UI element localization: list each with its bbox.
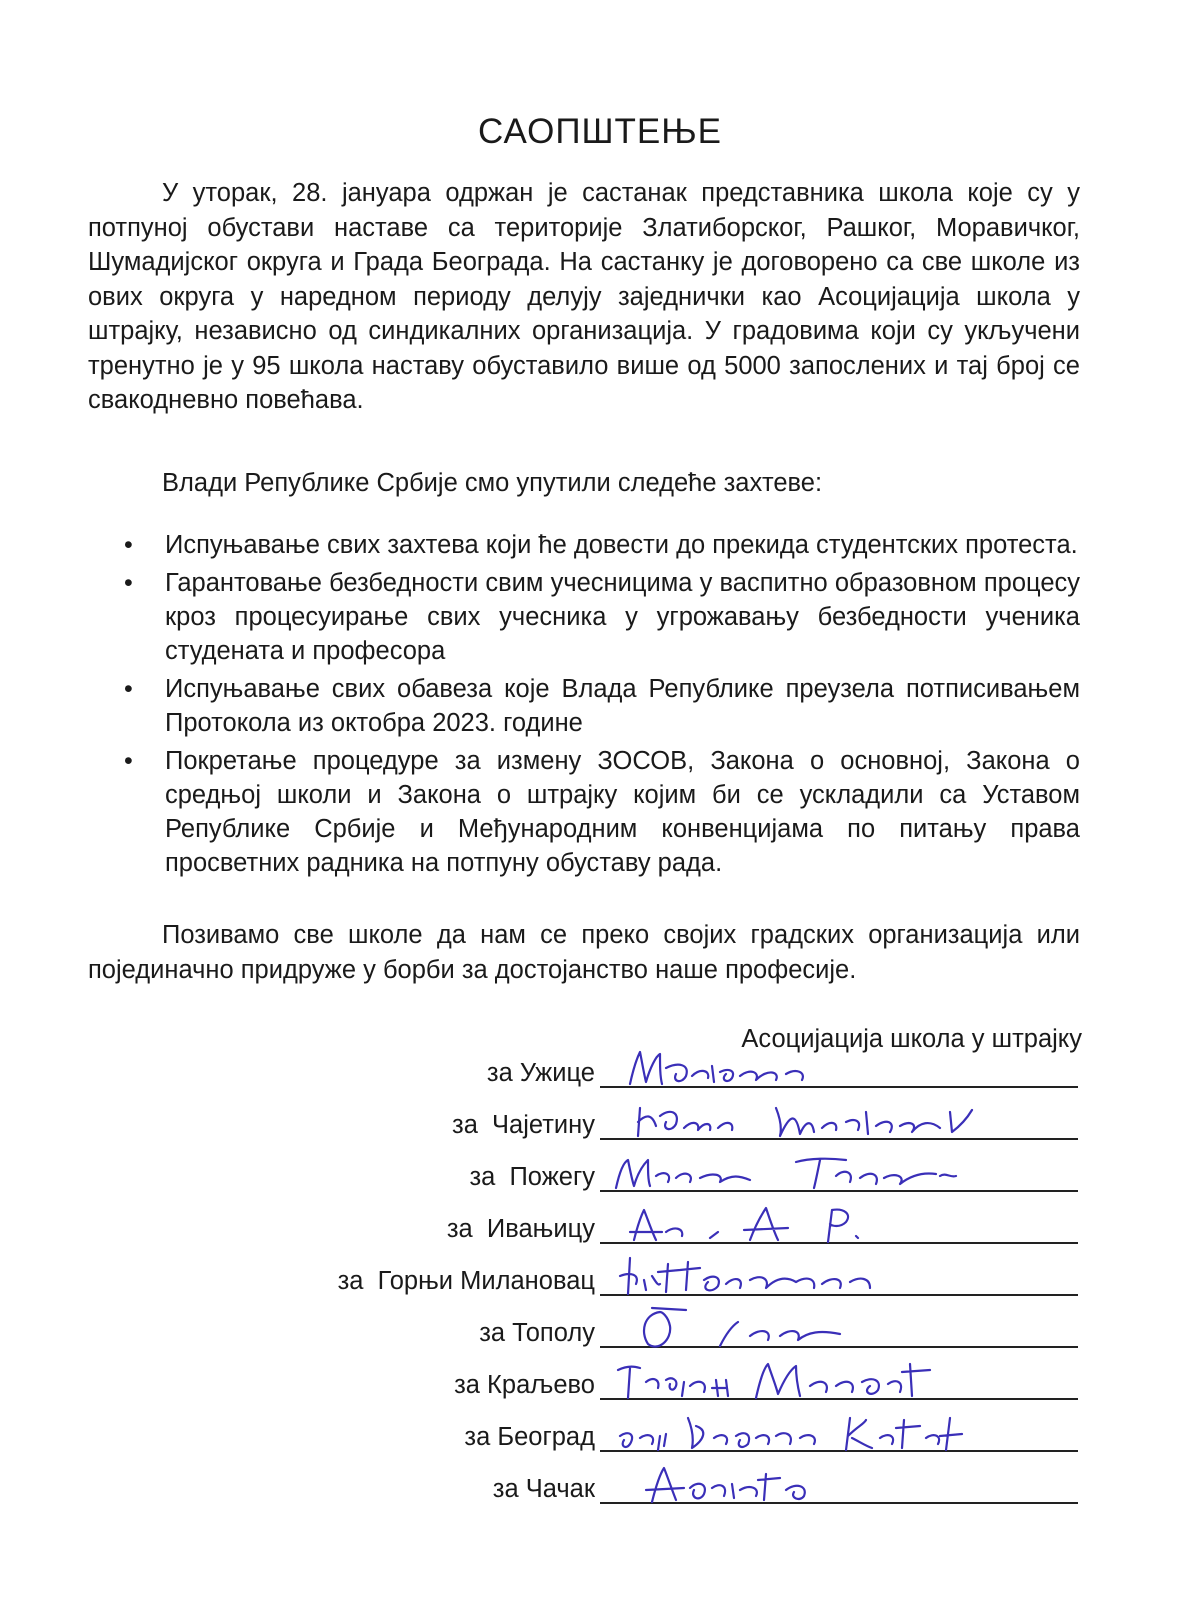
demand-item: • Гарантовање безбедности свим учесницима у васпитно образовном процесу кроз процесуирање свих учесника у угрожавању безбедности ученика студената и професора: [88, 566, 1080, 668]
signature-row-pozega: [0, 1150, 1200, 1196]
handwritten-signature: [600, 1046, 1020, 1092]
signature-label: за Београд: [464, 1423, 595, 1451]
signature-label: за Чачак: [492, 1475, 595, 1503]
signature-row-ivanjica: [0, 1202, 1200, 1248]
signature-label: за Ивањицу: [446, 1215, 595, 1243]
signature-row-beograd: [0, 1410, 1200, 1456]
signature-row-cacak: [0, 1462, 1200, 1508]
demands-list: [88, 528, 1080, 884]
signature-label: за Краљево: [454, 1371, 595, 1399]
demands-lead: Влади Републике Србије смо упутили следеће захтеве:: [162, 469, 823, 497]
demand-item: • Испуњавање свих обавеза које Влада Републике преузела потписивањем Протокола из октобра 2023. године: [88, 672, 1080, 740]
signature-label: за Пожегу: [469, 1163, 595, 1191]
signature-label: за Горњи Милановац: [337, 1267, 595, 1295]
demand-item: • Покретање процедуре за измену ЗОСОВ, Закона о основној, Закона о средњој школи и Закона о штрајку којим би се ускладили са Уставом Републике Србије и Међународним конвенцијама по питању права просветних радника на потпуну обуставу рада.: [88, 744, 1080, 880]
signature-row-kraljevo: [0, 1358, 1200, 1404]
handwritten-signature: [600, 1254, 1020, 1300]
signature-row-uzice: [0, 1046, 1200, 1092]
association-name: Асоцијација школа у штрајку: [741, 1025, 1082, 1053]
signature-row-topola: [0, 1306, 1200, 1352]
signature-row-cajetina: [0, 1098, 1200, 1144]
handwritten-signature: [600, 1150, 1020, 1196]
signature-label: за Чајетину: [452, 1111, 595, 1139]
intro-paragraph: У уторак, 28. јануара одржан је састанак представника школа које су у потпуној обустави наставе са територије Златиборског, Рашког, Моравичког, Шумадијског округа и Града Београда. На састанку је договорено са све школе из ових округа у наредном периоду делују заједнички као Асоцијација школа у штрајку, независно од синдикалних организација. У градовима који су укључени тренутно је у 95 школа наставу обуставило више од 5000 запослених и тај број се свакодневно повећава.: [88, 179, 1080, 414]
closing-paragraph: Позивамо све школе да нам се преко својих градских организација или појединачно придруже у борби за достојанство наше професије.: [88, 921, 1080, 984]
handwritten-signature: [600, 1358, 1020, 1404]
document-title: САОПШТЕЊЕ: [478, 112, 722, 151]
signature-label: за Ужице: [486, 1059, 595, 1087]
signature-label: за Тополу: [479, 1319, 595, 1347]
demand-item: • Испуњавање свих захтева који ће довести до прекида студентских протеста.: [88, 528, 1080, 562]
signature-row-gornji-milanovac: [0, 1254, 1200, 1300]
handwritten-signature: [600, 1202, 1020, 1248]
handwritten-signature: [600, 1410, 1020, 1456]
handwritten-signature: [600, 1462, 1020, 1508]
handwritten-signature: [600, 1098, 1020, 1144]
handwritten-signature: [600, 1306, 1020, 1352]
